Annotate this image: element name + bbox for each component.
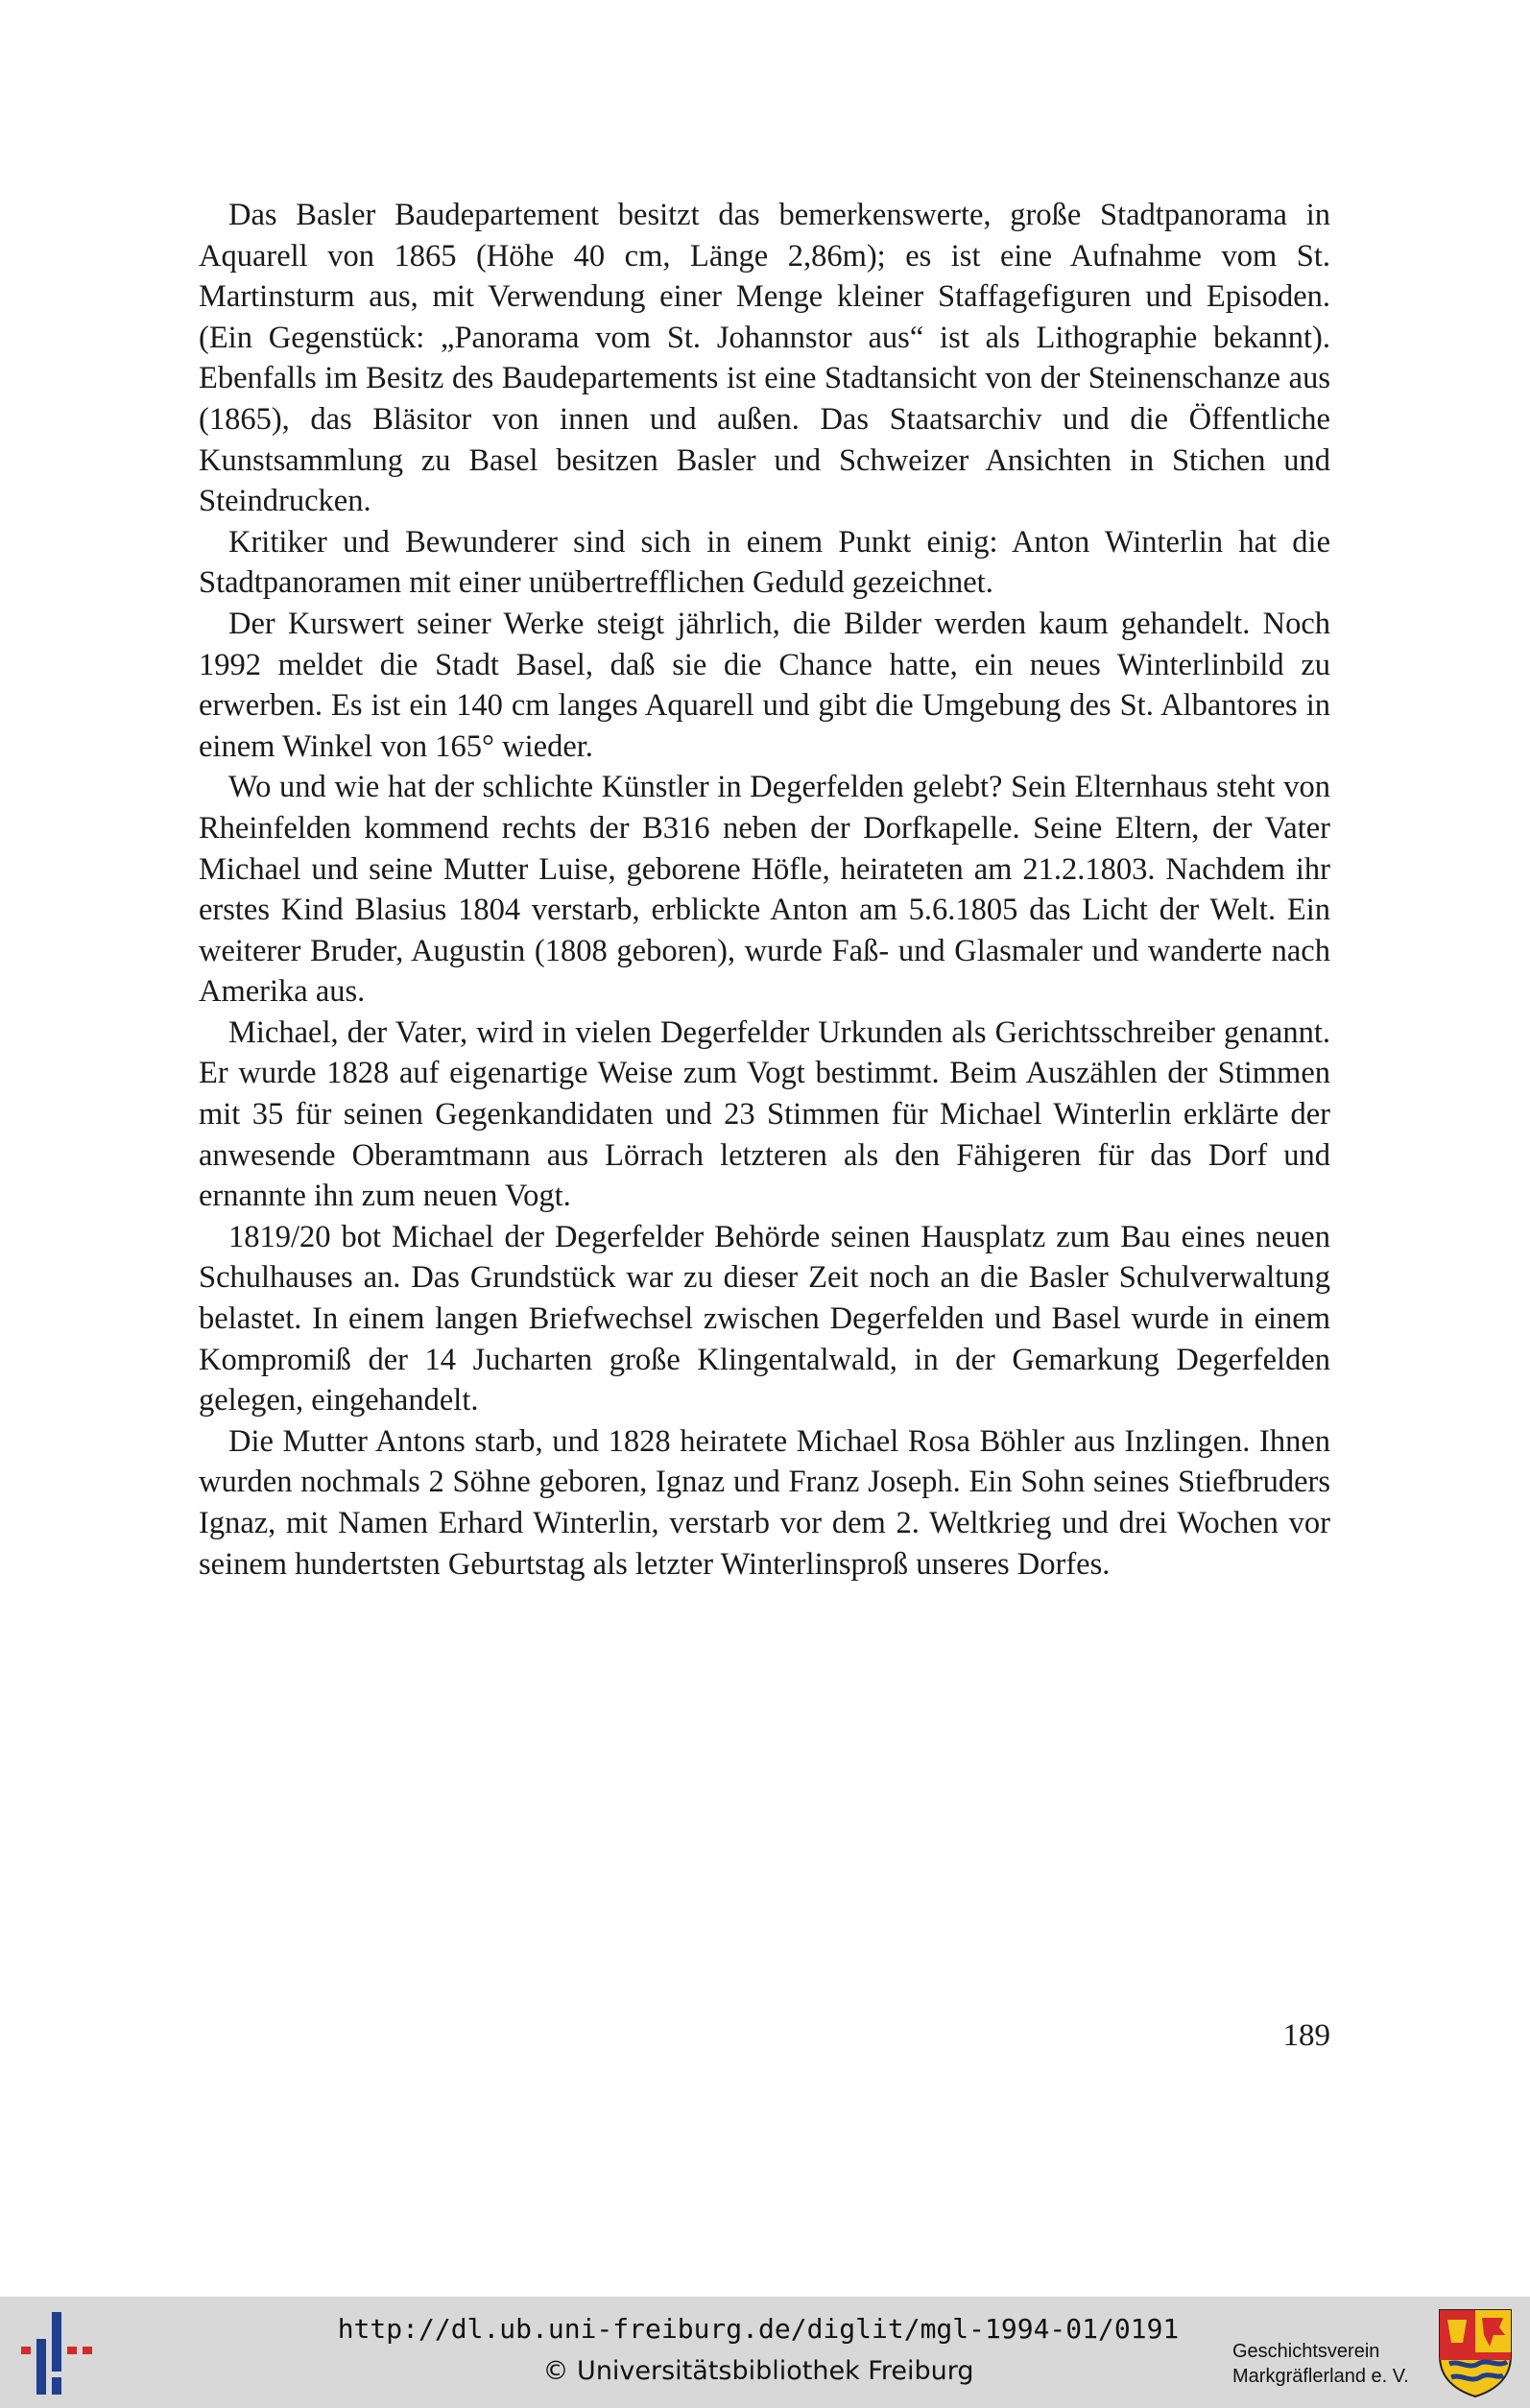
paragraph: Das Basler Baudepartement besitzt das bemerkenswerte, große Stadtpanorama in Aquarell von 1865 (Höhe 40 cm, Länge 2,86m); es ist eine Aufnahme vom St. Martinsturm aus, mit Verwendung einer Menge kleiner Staffagefiguren und Episoden. (Ein Gegenstück: „Panorama vom St. Johannstor aus“ ist als Lithographie bekannt). Ebenfalls im Besitz des Baudepartements ist eine Stadtansicht von der Steinenschanze aus (1865), das Bläsitor von innen und außen. Das Staatsarchiv und die Öffentliche Kunstsammlung zu Basel besitzen Basler und Schweizer Ansichten in Stichen und Steindrucken. bbox=[199, 198, 1330, 519]
society-line-2: Markgräflerland e. V. bbox=[1232, 2366, 1409, 2387]
paragraph: Kritiker und Bewunderer sind sich in einem Punkt einig: Anton Winterlin hat die Stadtpanoramen mit einer unübertrefflichen Geduld gezeichnet. bbox=[199, 524, 1330, 601]
society-line-1: Geschichtsverein bbox=[1232, 2341, 1380, 2362]
paragraph: Michael, der Vater, wird in vielen Degerfelder Urkunden als Gerichtsschreiber genannt. Er wurde 1828 auf eigenartige Weise zum Vogt bestimmt. Beim Auszählen der Stimmen mit 35 für seinen Gegenkandidaten und 23 Stimmen für Michael Winterlin erklärte der anwesende Oberamtmann aus Lörrach letzteren als den Fähigeren für das Dorf und ernannte ihn zum neuen Vogt. bbox=[199, 1014, 1330, 1214]
paragraph: Wo und wie hat der schlichte Künstler in Degerfelden gelebt? Sein Elternhaus steht von Rheinfelden kommend rechts der B316 neben der Dorfkapelle. Seine Eltern, der Vater Michael und seine Mutter Luise, geborene Höfle, heirateten am 21.2.1803. Nachdem ihr erstes Kind Blasius 1804 verstarb, erblickte Anton am 5.6.1805 das Licht der Welt. Ein weiterer Bruder, Augustin (1808 geboren), wurde Faß- und Glasmaler und wanderte nach Amerika aus. bbox=[199, 770, 1330, 1010]
source-url-link[interactable]: http://dl.ub.uni-freiburg.de/diglit/mgl-1994-01/0191 bbox=[337, 2313, 1180, 2345]
footer-center bbox=[326, 2310, 1190, 2391]
paragraph: Die Mutter Antons starb, und 1828 heiratete Michael Rosa Böhler aus Inzlingen. Ihnen wurden nochmals 2 Söhne geboren, Ignaz und Franz Joseph. Ein Sohn seines Stiefbruders Ignaz, mit Namen Erhard Winterlin, verstarb vor dem 2. Weltkrieg und drei Wochen vor seinem hundertsten Geburtstag als letzter Winterlinsproß unseres Dorfes. bbox=[199, 1423, 1330, 1582]
ub-freiburg-logo-icon bbox=[19, 2306, 98, 2398]
copyright-text: © Universitätsbibliothek Freiburg bbox=[542, 2356, 974, 2386]
paragraph: Der Kurswert seiner Werke steigt jährlich, die Bilder werden kaum gehandelt. Noch 1992 meldet die Stadt Basel, daß sie die Chance hatte, ein neues Winterlinbild zu erwerben. Es ist ein 140 cm langes Aquarell und gibt die Umgebung des St. Albantores in einem Winkel von 165° wieder. bbox=[199, 606, 1330, 764]
page-number: 189 bbox=[1282, 2018, 1330, 2053]
society-name bbox=[1232, 2339, 1424, 2389]
footer-bar bbox=[0, 2297, 1530, 2408]
page-text bbox=[199, 195, 1330, 1585]
paragraph: 1819/20 bot Michael der Degerfelder Behörde seinen Hausplatz zum Bau eines neuen Schulhauses an. Das Grundstück war zu dieser Zeit noch an die Basler Schulverwaltung belastet. In einem langen Briefwechsel zwischen Degerfelden und Basel wurde in einem Kompromiß der 14 Jucharten große Klingentalwald, in der Gemarkung Degerfelden gelegen, eingehandelt. bbox=[199, 1219, 1330, 1419]
coat-of-arms-icon bbox=[1436, 2306, 1515, 2398]
